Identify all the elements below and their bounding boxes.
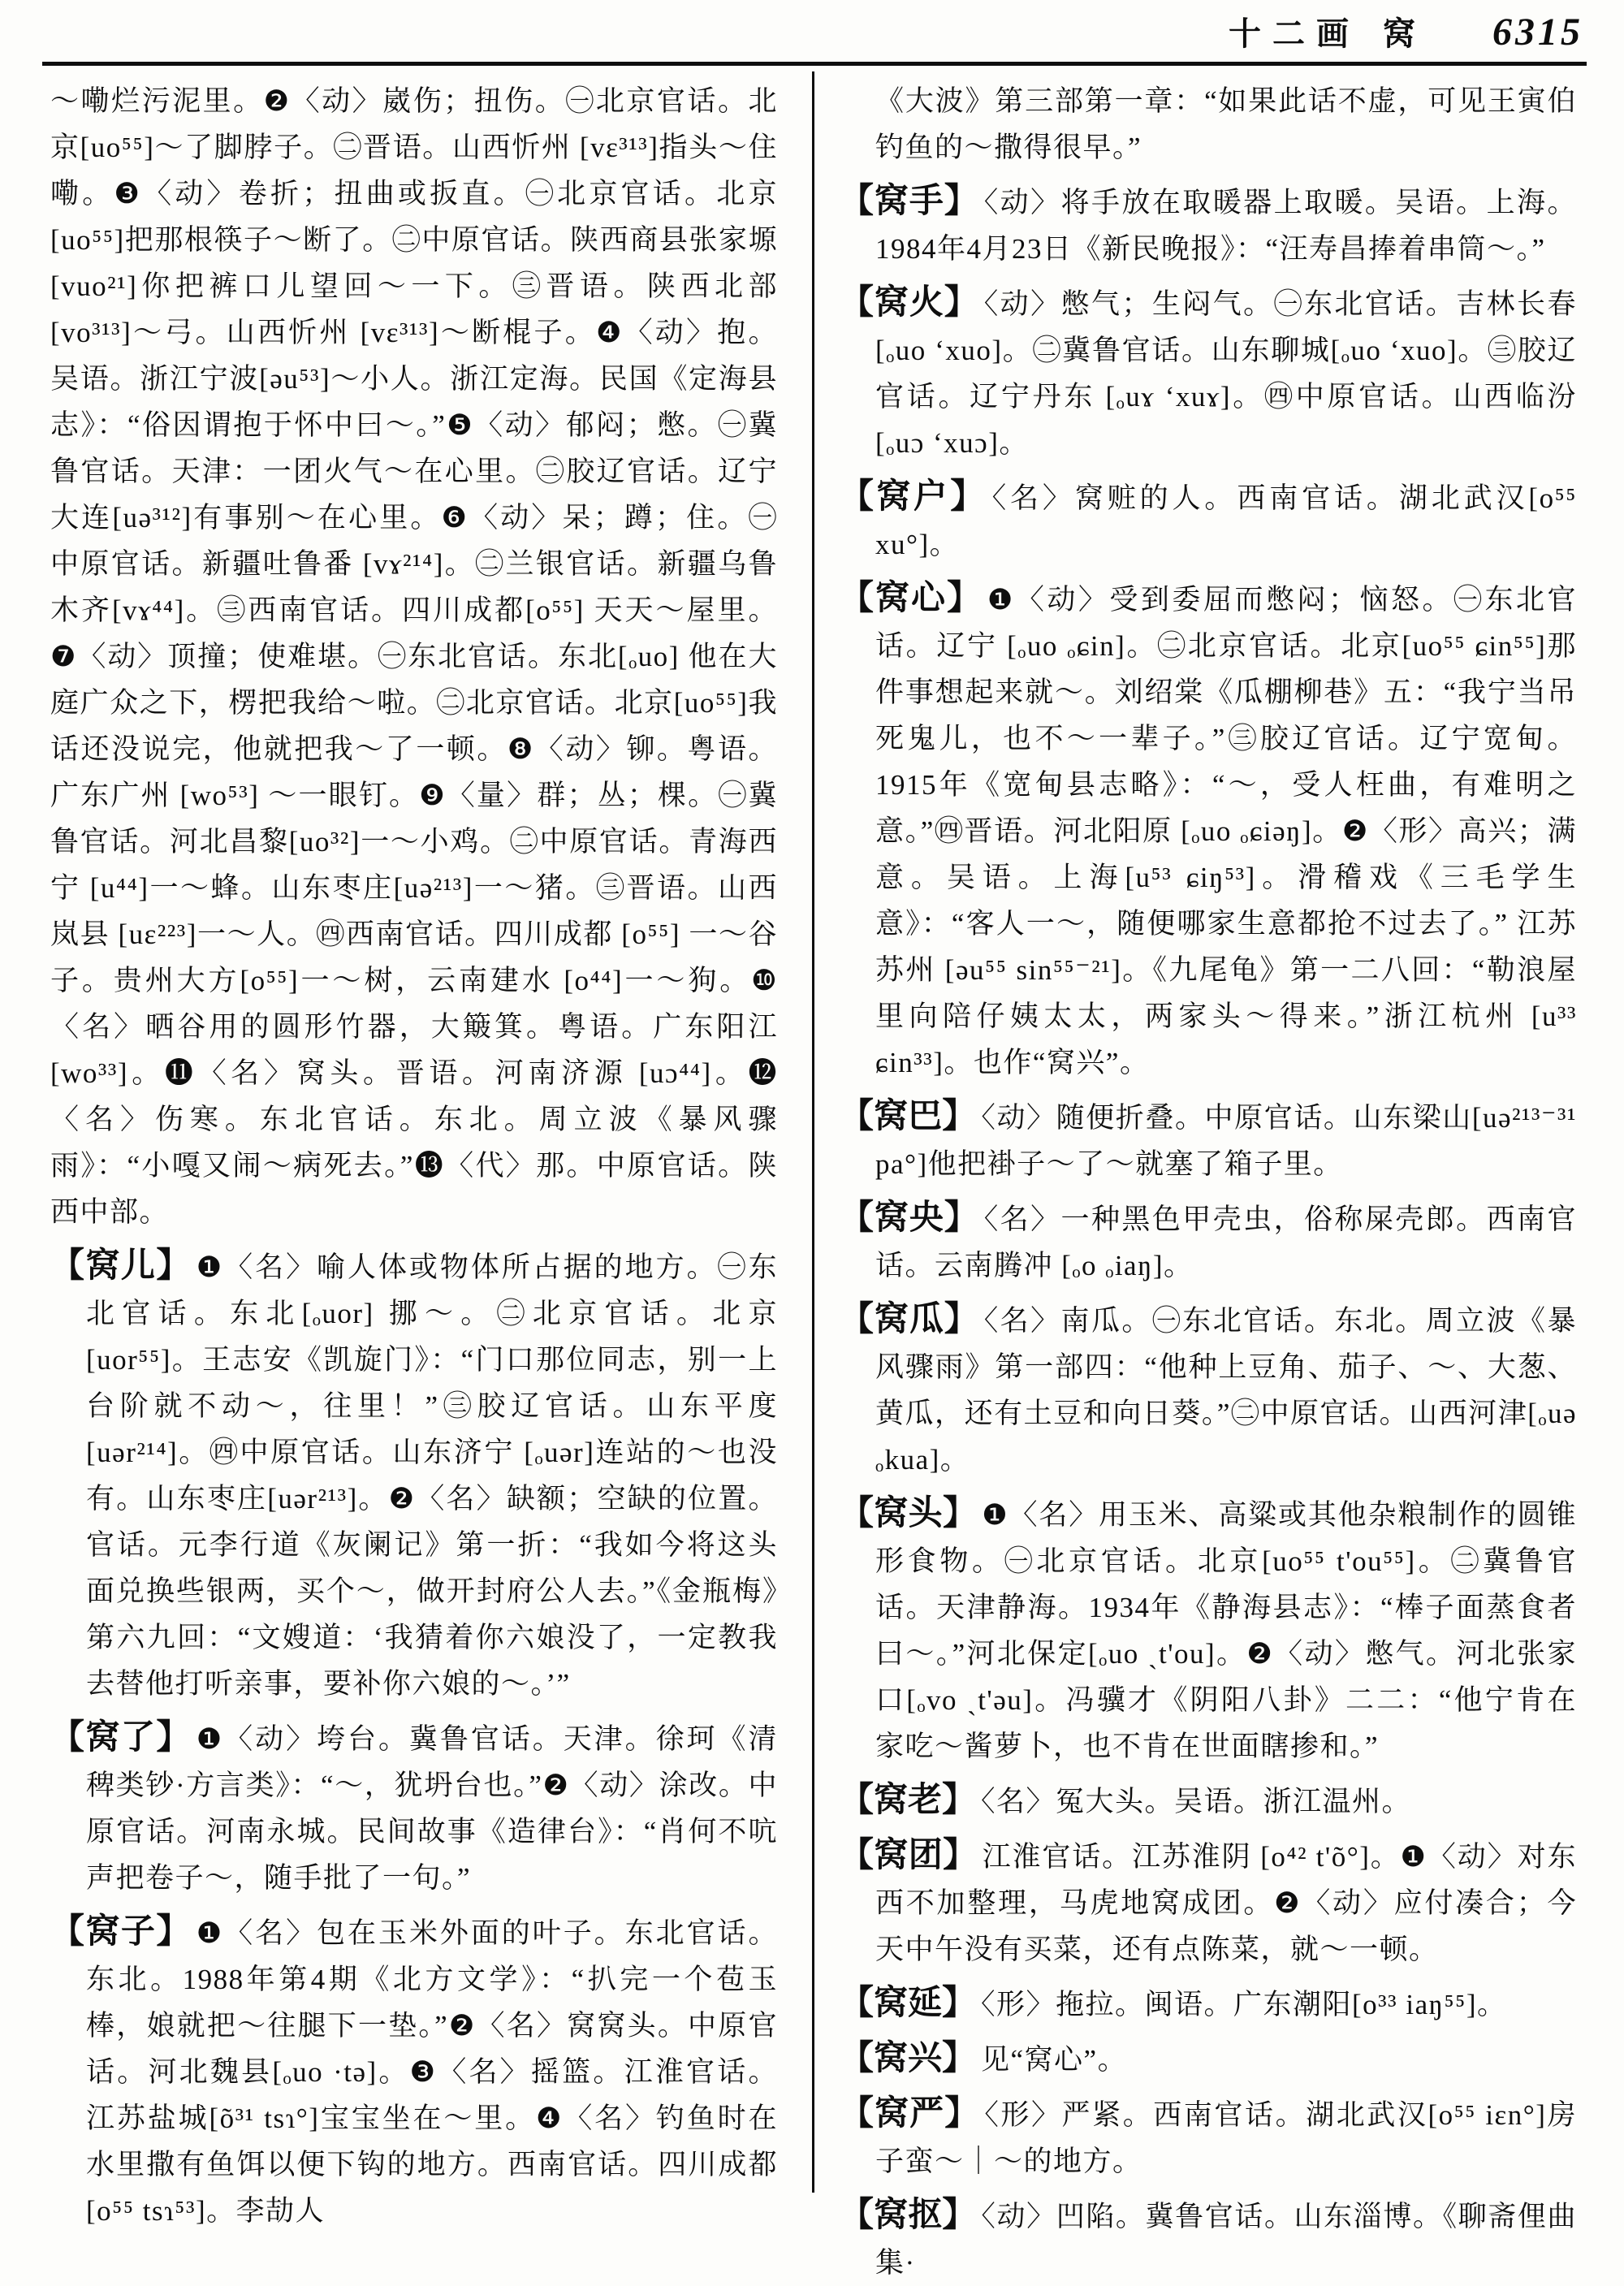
entry-body: ❶〈名〉包在玉米外面的叶子。东北官话。东北。1988年第4期《北方文学》：“扒完一个苞玉棒，娘就把～往腿下一垫。”❷〈名〉窝窝头。中原官话。河北魏县[ₒuo ·tə]。❸〈名〉摇篮。江淮官话。江苏盐城[õ³¹ tsɿ°]宝宝坐在～里。❹〈名〉钓鱼时在水里撒有鱼饵以便下钩的地方。西南官话。四川成都[o⁵⁵ tsɿ⁵³]。李劼人: [86, 1917, 778, 2227]
entry-continuation: [840, 78, 1577, 171]
entry-body: 〈动〉将手放在取暖器上取暖。吴语。上海。1984年4月23日《新民晚报》：“汪寿昌捧着串筒～。”: [875, 187, 1577, 265]
dictionary-entry: [840, 2091, 1577, 2184]
entry-headword: 【窝户】: [840, 478, 987, 516]
entry-body: 《大波》第三部第一章：“如果此话不虚，可见王寅伯钓鱼的～撒得很早。”: [875, 85, 1577, 163]
entry-body: 〈动〉随便折叠。中原官话。山东梁山[uə²¹³⁻³¹ pa°]他把褂子～了～就塞了箱子里。: [875, 1102, 1577, 1180]
dictionary-entry: [840, 1195, 1577, 1289]
left-column: [50, 78, 778, 2234]
entry-body: 〈名〉南瓜。㊀东北官话。东北。周立波《暴风骤雨》第一部四：“他种上豆角、茄子、～、大葱、黄瓜，还有土豆和向日葵。”㊁中原官话。山西河津[ₒuə ₒkua]。: [875, 1305, 1577, 1476]
dictionary-entry: [840, 2036, 1577, 2083]
entry-headword: 【窝老】: [840, 1782, 977, 1819]
dictionary-entry: [840, 1491, 1577, 1770]
entry-headword: 【窝兴】: [840, 2040, 977, 2077]
entry-headword: 【窝延】: [840, 1985, 977, 2022]
entry-body: 〈形〉严紧。西南官话。湖北武汉[o⁵⁵ iɛn°]房子蛮～｜～的地方。: [875, 2099, 1577, 2177]
entry-headword: 【窝儿】: [50, 1247, 192, 1285]
dictionary-entry: [840, 2193, 1577, 2286]
header-rule: [42, 62, 1587, 66]
entry-continuation: [50, 78, 778, 1235]
dictionary-entry: [840, 576, 1577, 1086]
dictionary-entry: [50, 1715, 778, 1901]
entry-body: 〈名〉窝赃的人。西南官话。湖北武汉[o⁵⁵ xu°]。: [875, 482, 1577, 560]
entry-body: 江淮官话。江苏淮阴 [o⁴² t'õ°]。❶〈动〉对东西不加整理，马虎地窝成团。❷〈动〉应付凑合；今天中午没有买菜，还有点陈菜，就～一顿。: [875, 1841, 1577, 1965]
dictionary-entry: [840, 474, 1577, 568]
entry-headword: 【窝严】: [840, 2095, 980, 2133]
dictionary-entry: [50, 1909, 778, 2234]
entry-headword: 【窝抠】: [840, 2197, 977, 2234]
entry-headword: 【窝火】: [840, 284, 979, 322]
section-label: 十二画: [1229, 15, 1360, 52]
dictionary-entry: [840, 1778, 1577, 1825]
page-number: 6315: [1492, 11, 1583, 54]
head-character: 窝: [1383, 15, 1415, 52]
entry-body: ❶〈动〉受到委屈而憋闷；恼怒。㊀东北官话。辽宁 [ₒuo ₒɕin]。㊁北京官话。北京[uo⁵⁵ ɕin⁵⁵]那件事想起来就～。刘绍棠《瓜棚柳巷》五：“我宁当吊死鬼儿，也不～一辈子。”㊂胶辽官话。辽宁宽甸。1915年《宽甸县志略》：“～，受人枉曲，有难明之意。”㊃晋语。河北阳原 [ₒuo ₒɕiəŋ]。❷〈形〉高兴；满意。吴语。上海[u⁵³ ɕiŋ⁵³]。滑稽戏《三毛学生意》：“客人一～，随便哪家生意都抢不过去了。” 江苏苏州 [əu⁵⁵ sin⁵⁵⁻²¹]。《九尾龟》第一二八回：“勒浪屋里向陪仔姨太太，两家头～得来。”浙江杭州 [u³³ ɕin³³]。也作“窝兴”。: [875, 584, 1577, 1078]
entry-headword: 【窝了】: [50, 1719, 192, 1757]
dictionary-entry: [840, 280, 1577, 466]
entry-headword: 【窝瓜】: [840, 1301, 979, 1338]
entry-body: ❶〈名〉用玉米、高粱或其他杂粮制作的圆锥形食物。㊀北京官话。北京[uo⁵⁵ t'ou⁵⁵]。㊁冀鲁官话。天津静海。1934年《静海县志》：“棒子面蒸食者曰～。”河北保定[ₒuo ˏt'ou]。❷〈动〉憋气。河北张家口[ₒvo ˏt'əu]。冯骥才《阴阳八卦》二二：“他宁肯在家吃～酱萝卜，也不肯在世面瞎掺和。”: [875, 1499, 1577, 1762]
entry-body: 〈动〉憋气；生闷气。㊀东北官话。吉林长春[ₒuo ʻxuo]。㊁冀鲁官话。山东聊城[ₒuo ʻxuo]。㊂胶辽官话。辽宁丹东 [ₒuɤ ʻxuɤ]。㊃中原官话。山西临汾 [ₒuɔ ʻxuɔ]。: [875, 288, 1577, 459]
entry-body: 〈名〉冤大头。吴语。浙江温州。: [981, 1786, 1412, 1817]
entry-body: ❶〈动〉垮台。冀鲁官话。天津。徐珂《清稗类钞·方言类》：“～，犹坍台也。”❷〈动〉涂改。中原官话。河南永城。民间故事《造律台》：“肖何不吭声把卷子～，随手批了一句。”: [86, 1723, 778, 1894]
dictionary-entry: [50, 1243, 778, 1707]
entry-headword: 【窝手】: [840, 183, 979, 220]
entry-body: 见“窝心”。: [981, 2044, 1128, 2076]
dictionary-entry: [840, 1833, 1577, 1973]
entry-body: 〈名〉一种黑色甲壳虫，俗称屎壳郎。西南官话。云南腾冲 [ₒo ₒiaŋ]。: [875, 1203, 1577, 1281]
entry-headword: 【窝心】: [840, 580, 983, 617]
entry-body: 〈动〉凹陷。冀鲁官话。山东淄博。《聊斋俚曲集·: [875, 2201, 1577, 2279]
column-divider: [812, 71, 814, 2193]
entry-headword: 【窝巴】: [840, 1098, 977, 1135]
dictionary-entry: [840, 1094, 1577, 1187]
entry-headword: 【窝团】: [840, 1837, 978, 1874]
entry-headword: 【窝头】: [840, 1495, 978, 1532]
right-column: [840, 78, 1577, 2286]
entry-headword: 【窝子】: [50, 1913, 192, 1951]
dictionary-entry: [840, 179, 1577, 272]
entry-body: 〈形〉拖拉。闽语。广东潮阳[o³³ iaŋ⁵⁵]。: [981, 1989, 1507, 2020]
page-header: [0, 8, 1583, 54]
entry-headword: 【窝央】: [840, 1199, 979, 1237]
entry-body: ～嘞烂污泥里。❷〈动〉崴伤；扭伤。㊀北京官话。北京[uo⁵⁵]～了脚脖子。㊁晋语。山西忻州 [vɛ³¹³]指头～住嘞。❸〈动〉卷折；扭曲或扳直。㊀北京官话。北京[uo⁵⁵]把那根筷子～断了。㊁中原官话。陕西商县张家塬 [vuo²¹]你把裤口儿望回～一下。㊂晋语。陕西北部[vo³¹³]～弓。山西忻州 [vɛ³¹³]～断棍子。❹〈动〉抱。吴语。浙江宁波[əu⁵³]～小人。浙江定海。民国《定海县志》：“俗因谓抱于怀中曰～。”❺〈动〉郁闷；憋。㊀冀鲁官话。天津：一团火气～在心里。㊁胶辽官话。辽宁大连[uə³¹²]有事别～在心里。❻〈动〉呆；蹲；住。㊀中原官话。新疆吐鲁番 [vɤ²¹⁴]。㊁兰银官话。新疆乌鲁木齐[vɤ⁴⁴]。㊂西南官话。四川成都[o⁵⁵] 天天～屋里。❼〈动〉顶撞；使难堪。㊀东北官话。东北[ₒuo] 他在大庭广众之下，楞把我给～啦。㊁北京官话。北京[uo⁵⁵]我话还没说完，他就把我～了一顿。❽〈动〉铆。粤语。广东广州 [wo⁵³] ～一眼钉。❾〈量〉群；丛；棵。㊀冀鲁官话。河北昌黎[uo³²]一～小鸡。㊁中原官话。青海西宁 [u⁴⁴]一～蜂。山东枣庄[uə²¹³]一～猪。㊂晋语。山西岚县 [uɛ²²³]一～人。㊃西南官话。四川成都 [o⁵⁵] 一～谷子。贵州大方[o⁵⁵]一～树，云南建水 [o⁴⁴]一～狗。❿〈名〉晒谷用的圆形竹器，大簸箕。粤语。广东阳江 [wo³³]。⓫〈名〉窝头。晋语。河南济源 [uɔ⁴⁴]。⓬〈名〉伤寒。东北官话。东北。周立波《暴风骤雨》：“小嘎又闹～病死去。”⓭〈代〉那。中原官话。陕西中部。: [50, 85, 778, 1228]
entry-body: ❶〈名〉喻人体或物体所占据的地方。㊀东北官话。东北[ₒuor] 挪～。㊁北京官话。北京[uor⁵⁵]。王志安《凯旋门》：“门口那位同志，别一上台阶就不动～，往里！”㊂胶辽官话。山东平度[uər²¹⁴]。㊃中原官话。山东济宁 [ₒuər]连站的～也没有。山东枣庄[uər²¹³]。❷〈名〉缺额；空缺的位置。官话。元李行道《灰阑记》第一折：“我如今将这头面兑换些银两，买个～，做开封府公人去。”《金瓶梅》第六九回：“文嫂道：‘我猜着你六娘没了，一定教我去替他打听亲事，要补你六娘的～。’”: [86, 1251, 778, 1700]
dictionary-entry: [840, 1981, 1577, 2028]
dictionary-entry: [840, 1297, 1577, 1483]
